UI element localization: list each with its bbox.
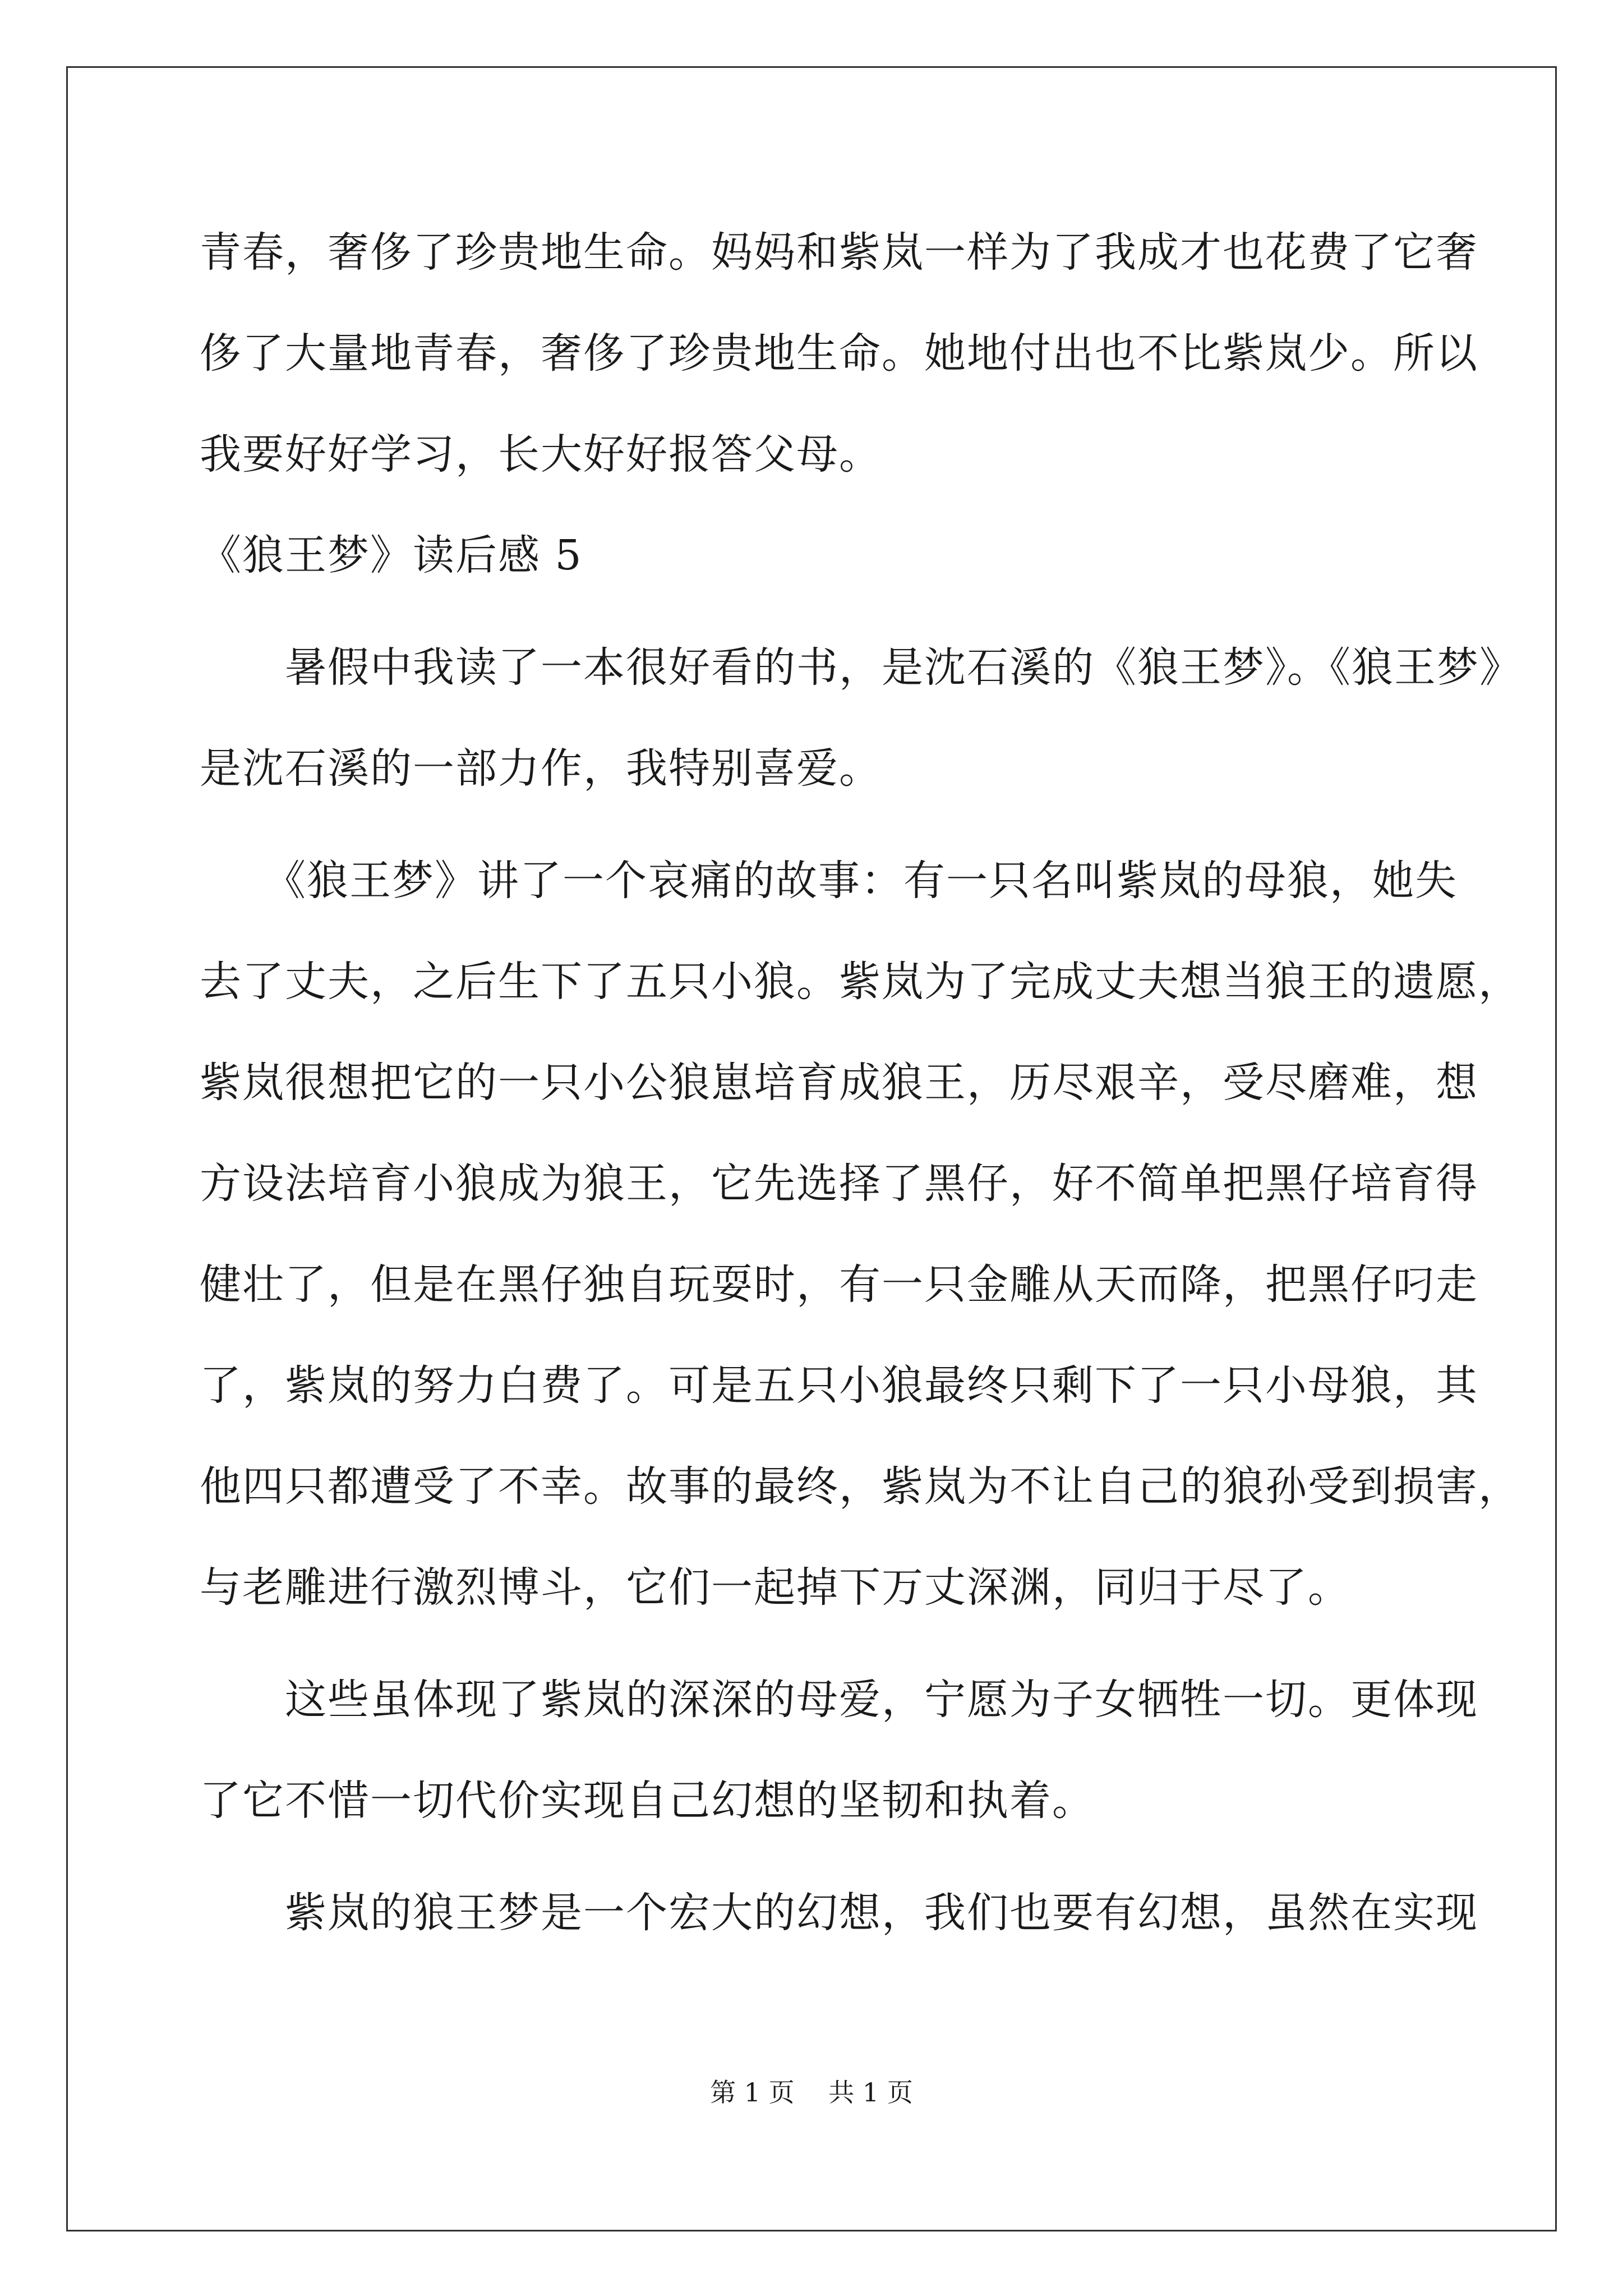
text-line-13: 他四只都遭受了不幸。故事的最终，紫岚为不让自己的狼孙受到损害，: [200, 1462, 1521, 1511]
text-line-9: 紫岚很想把它的一只小公狼崽培育成狼王，历尽艰辛，受尽磨难，想: [200, 1059, 1478, 1107]
text-line-16: 了它不惜一切代价实现自己幻想的坚韧和执着。: [200, 1777, 1095, 1825]
text-line-7: 《狼王梦》讲了一个哀痛的故事：有一只名叫紫岚的母狼，她失: [200, 857, 1458, 905]
text-line-6: 是沈石溪的一部力作，我特别喜爱。: [200, 744, 882, 793]
page-number: 第 1 页 共 1 页: [710, 2077, 913, 2108]
text-line-8: 去了丈夫，之后生下了五只小狼。紫岚为了完成丈夫想当狼王的遗愿，: [200, 958, 1521, 1006]
text-line-3: 我要好好学习，长大好好报答父母。: [200, 430, 882, 478]
text-line-12: 了，紫岚的努力白费了。可是五只小狼最终只剩下了一只小母狼，其: [200, 1361, 1478, 1410]
text-line-5: 暑假中我读了一本很好看的书，是沈石溪的《狼王梦》。《狼王梦》: [200, 643, 1522, 692]
text-line-14: 与老雕进行激烈博斗，它们一起掉下万丈深渊，同归于尽了。: [200, 1563, 1350, 1612]
text-line-11: 健壮了，但是在黑仔独自玩耍时，有一只金雕从天而降，把黑仔叼走: [200, 1260, 1478, 1309]
text-line-1: 青春，奢侈了珍贵地生命。妈妈和紫岚一样为了我成才也花费了它奢: [200, 228, 1478, 277]
text-line-10: 方设法培育小狼成为狼王，它先选择了黑仔，好不简单把黑仔培育得: [200, 1159, 1478, 1208]
section-heading: 《狼王梦》读后感 5: [200, 531, 583, 579]
text-line-15: 这些虽体现了紫岚的深深的母爱，宁愿为子女牺牲一切。更体现: [200, 1676, 1478, 1724]
text-line-17: 紫岚的狼王梦是一个宏大的幻想，我们也要有幻想，虽然在实现: [200, 1889, 1478, 1937]
text-line-2: 侈了大量地青春，奢侈了珍贵地生命。她地付出也不比紫岚少。所以: [200, 329, 1478, 378]
